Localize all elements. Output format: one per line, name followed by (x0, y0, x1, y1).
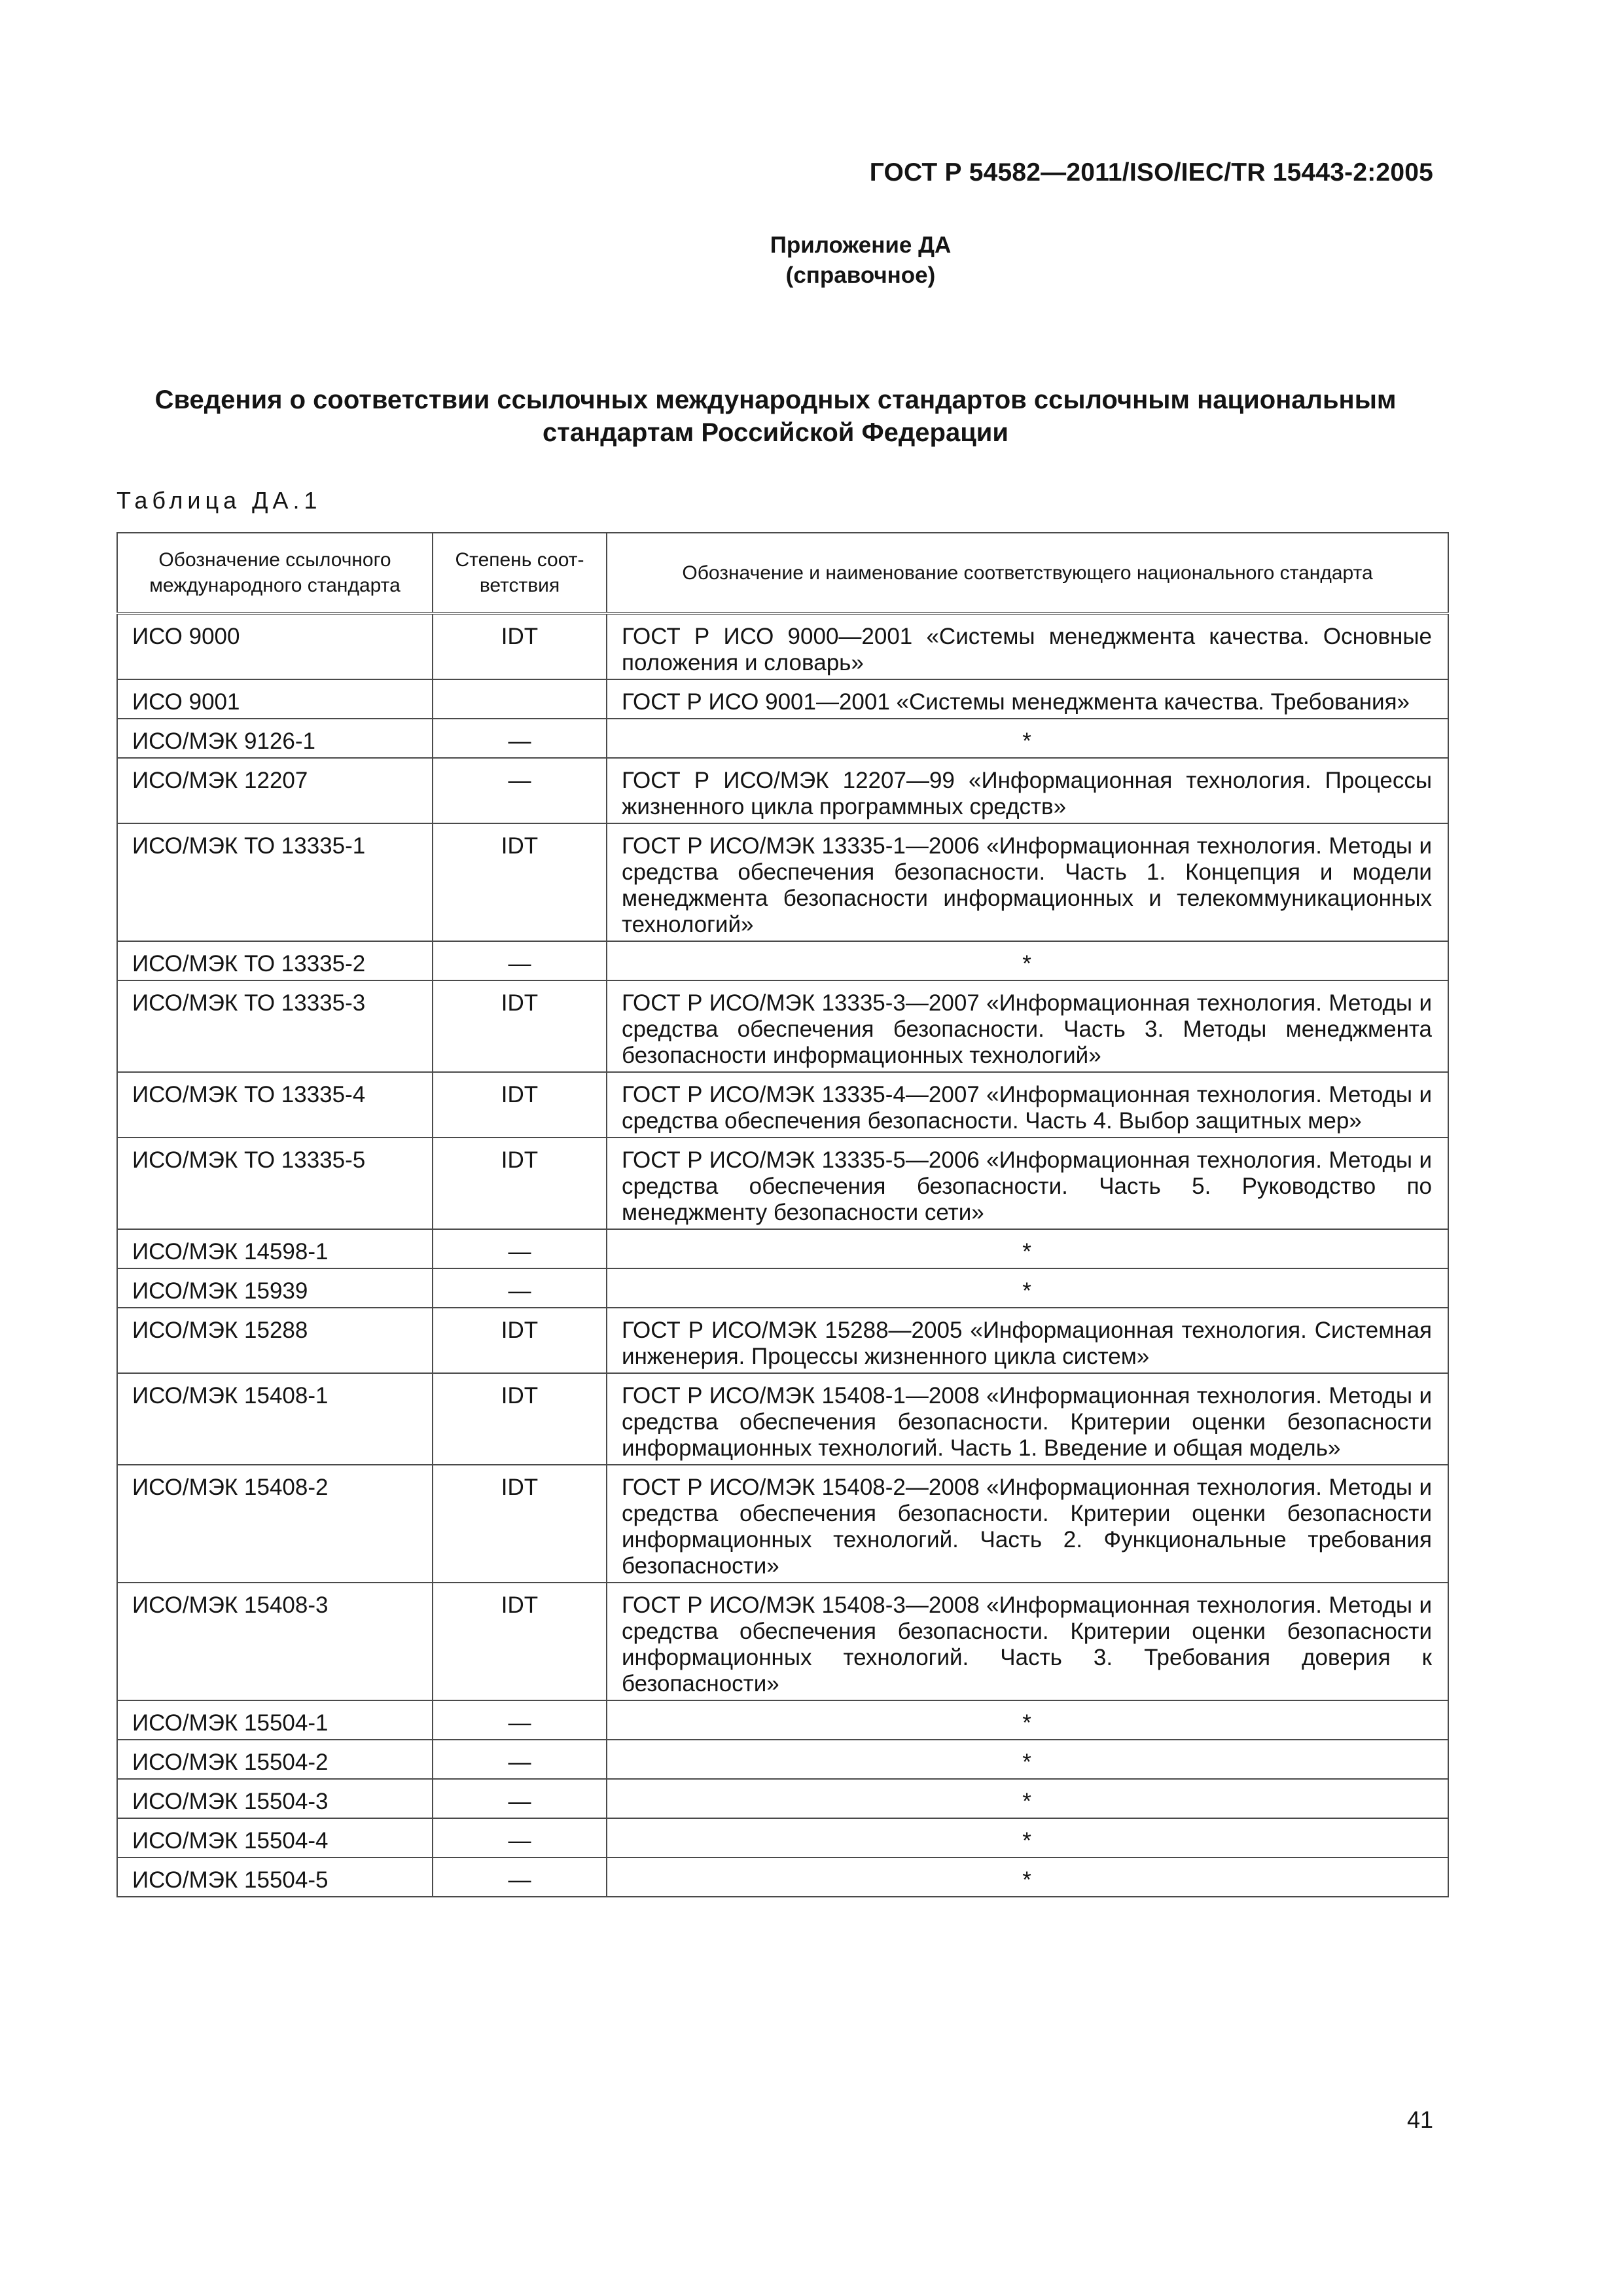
cell-national-standard: ГОСТ Р ИСО/МЭК 13335-5—2006 «Информационная технология. Методы и средства обеспечения безопасности. Часть 5. Руководство по менеджменту безопасности сети» (607, 1138, 1448, 1229)
cell-reference-standard: ИСО/МЭК ТО 13335-3 (117, 980, 433, 1072)
table-row (117, 1373, 1448, 1465)
table-row (117, 980, 1448, 1072)
table-caption: Таблица ДА.1 (116, 487, 322, 514)
cell-national-standard: ГОСТ Р ИСО/МЭК 15408-2—2008 «Информационная технология. Методы и средства обеспечения безопасности. Критерии оценки безопасности информационных технологий. Часть 2. Функциональные требования безопасности» (607, 1465, 1448, 1583)
header-national-standard: Обозначение и наименование соответствующего национального стандарта (607, 533, 1448, 613)
cell-reference-standard: ИСО/МЭК 15408-1 (117, 1373, 433, 1465)
cell-national-standard: * (607, 1779, 1448, 1818)
cell-degree-of-correspondence: IDT (433, 1072, 607, 1138)
section-title-line-2: стандартам Российской Федерации (543, 418, 1008, 447)
cell-reference-standard: ИСО/МЭК ТО 13335-2 (117, 941, 433, 980)
cell-national-standard: ГОСТ Р ИСО/МЭК 13335-1—2006 «Информационная технология. Методы и средства обеспечения безопасности. Часть 1. Концепция и модели менеджмента безопасности информационных и телекоммуникационных технологий» (607, 823, 1448, 941)
cell-national-standard: * (607, 719, 1448, 758)
table-row (117, 941, 1448, 980)
cell-degree-of-correspondence: IDT (433, 1308, 607, 1373)
table-row (117, 823, 1448, 941)
cell-national-standard: ГОСТ Р ИСО/МЭК 15288—2005 «Информационная технология. Системная инженерия. Процессы жизненного цикла систем» (607, 1308, 1448, 1373)
cell-reference-standard: ИСО/МЭК 9126-1 (117, 719, 433, 758)
section-title-line-1: Сведения о соответствии ссылочных международных стандартов ссылочным национальным (154, 386, 1397, 414)
cell-national-standard: ГОСТ Р ИСО/МЭК 13335-3—2007 «Информационная технология. Методы и средства обеспечения безопасности. Часть 3. Методы менеджмента безопасности информационных технологий» (607, 980, 1448, 1072)
cell-reference-standard: ИСО/МЭК 15504-1 (117, 1700, 433, 1740)
page-number: 41 (1406, 2106, 1433, 2133)
cell-national-standard: * (607, 1229, 1448, 1268)
cell-national-standard: * (607, 941, 1448, 980)
cell-national-standard: ГОСТ Р ИСО 9000—2001 «Системы менеджмента качества. Основные положения и словарь» (607, 613, 1448, 679)
cell-degree-of-correspondence: — (433, 1229, 607, 1268)
cell-reference-standard: ИСО 9000 (117, 613, 433, 679)
header-reference-standard: Обозначение ссылочного международного стандарта (117, 533, 433, 613)
cell-national-standard: ГОСТ Р ИСО/МЭК 15408-3—2008 «Информационная технология. Методы и средства обеспечения безопасности. Критерии оценки безопасности информационных технологий. Часть 3. Требования доверия к безопасности» (607, 1583, 1448, 1700)
table-row (117, 1857, 1448, 1897)
cell-reference-standard: ИСО/МЭК 15504-3 (117, 1779, 433, 1818)
cell-reference-standard: ИСО/МЭК 12207 (117, 758, 433, 823)
cell-national-standard: * (607, 1740, 1448, 1779)
table-body (117, 613, 1448, 1897)
cell-degree-of-correspondence: IDT (433, 823, 607, 941)
table-row (117, 1072, 1448, 1138)
table-row (117, 1740, 1448, 1779)
table-row (117, 758, 1448, 823)
table-row (117, 1818, 1448, 1857)
cell-degree-of-correspondence: — (433, 1268, 607, 1308)
cell-degree-of-correspondence: IDT (433, 1583, 607, 1700)
cell-degree-of-correspondence: — (433, 1818, 607, 1857)
cell-reference-standard: ИСО/МЭК 15504-2 (117, 1740, 433, 1779)
cell-national-standard: ГОСТ Р ИСО/МЭК 15408-1—2008 «Информационная технология. Методы и средства обеспечения безопасности. Критерии оценки безопасности информационных технологий. Часть 1. Введение и общая модель» (607, 1373, 1448, 1465)
cell-national-standard: ГОСТ Р ИСО/МЭК 12207—99 «Информационная технология. Процессы жизненного цикла программных средств» (607, 758, 1448, 823)
table-row (117, 1779, 1448, 1818)
cell-reference-standard: ИСО/МЭК 15408-3 (117, 1583, 433, 1700)
cell-reference-standard: ИСО/МЭК ТО 13335-1 (117, 823, 433, 941)
annex-title: Приложение ДА (770, 232, 952, 258)
cell-degree-of-correspondence: — (433, 1740, 607, 1779)
cell-national-standard: ГОСТ Р ИСО/МЭК 13335-4—2007 «Информационная технология. Методы и средства обеспечения безопасности. Часть 4. Выбор защитных мер» (607, 1072, 1448, 1138)
document-id: ГОСТ Р 54582—2011/ISO/IEC/TR 15443-2:2005 (869, 158, 1433, 187)
cell-national-standard: * (607, 1268, 1448, 1308)
cell-reference-standard: ИСО/МЭК 15288 (117, 1308, 433, 1373)
cell-degree-of-correspondence: — (433, 1857, 607, 1897)
cell-degree-of-correspondence: — (433, 758, 607, 823)
cell-national-standard: * (607, 1700, 1448, 1740)
section-title (118, 384, 1433, 449)
cell-degree-of-correspondence: — (433, 941, 607, 980)
cell-degree-of-correspondence: IDT (433, 1465, 607, 1583)
cell-degree-of-correspondence: IDT (433, 980, 607, 1072)
cell-degree-of-correspondence: IDT (433, 613, 607, 679)
cell-national-standard: * (607, 1818, 1448, 1857)
cell-reference-standard: ИСО/МЭК ТО 13335-5 (117, 1138, 433, 1229)
annex-heading (0, 230, 1623, 291)
cell-reference-standard: ИСО/МЭК 15939 (117, 1268, 433, 1308)
table-row (117, 1700, 1448, 1740)
cell-degree-of-correspondence (433, 679, 607, 719)
cell-degree-of-correspondence: — (433, 1779, 607, 1818)
cell-reference-standard: ИСО/МЭК 15504-5 (117, 1857, 433, 1897)
cell-reference-standard: ИСО 9001 (117, 679, 433, 719)
cell-degree-of-correspondence: IDT (433, 1373, 607, 1465)
cell-reference-standard: ИСО/МЭК 15504-4 (117, 1818, 433, 1857)
table-row (117, 679, 1448, 719)
cell-degree-of-correspondence: IDT (433, 1138, 607, 1229)
cell-national-standard: * (607, 1857, 1448, 1897)
table-row (117, 1465, 1448, 1583)
annex-subtitle: (справочное) (785, 262, 936, 288)
cell-national-standard: ГОСТ Р ИСО 9001—2001 «Системы менеджмента качества. Требования» (607, 679, 1448, 719)
cell-reference-standard: ИСО/МЭК 15408-2 (117, 1465, 433, 1583)
table-header-row (117, 533, 1448, 613)
table-row (117, 1268, 1448, 1308)
header-degree-of-correspondence: Степень соот-ветствия (433, 533, 607, 613)
cell-degree-of-correspondence: — (433, 1700, 607, 1740)
table-row (117, 1308, 1448, 1373)
table-row (117, 1583, 1448, 1700)
cell-reference-standard: ИСО/МЭК 14598-1 (117, 1229, 433, 1268)
correspondence-table (116, 532, 1449, 1897)
table-row (117, 1138, 1448, 1229)
cell-degree-of-correspondence: — (433, 719, 607, 758)
cell-reference-standard: ИСО/МЭК ТО 13335-4 (117, 1072, 433, 1138)
table-row (117, 1229, 1448, 1268)
table-row (117, 719, 1448, 758)
table-row (117, 613, 1448, 679)
